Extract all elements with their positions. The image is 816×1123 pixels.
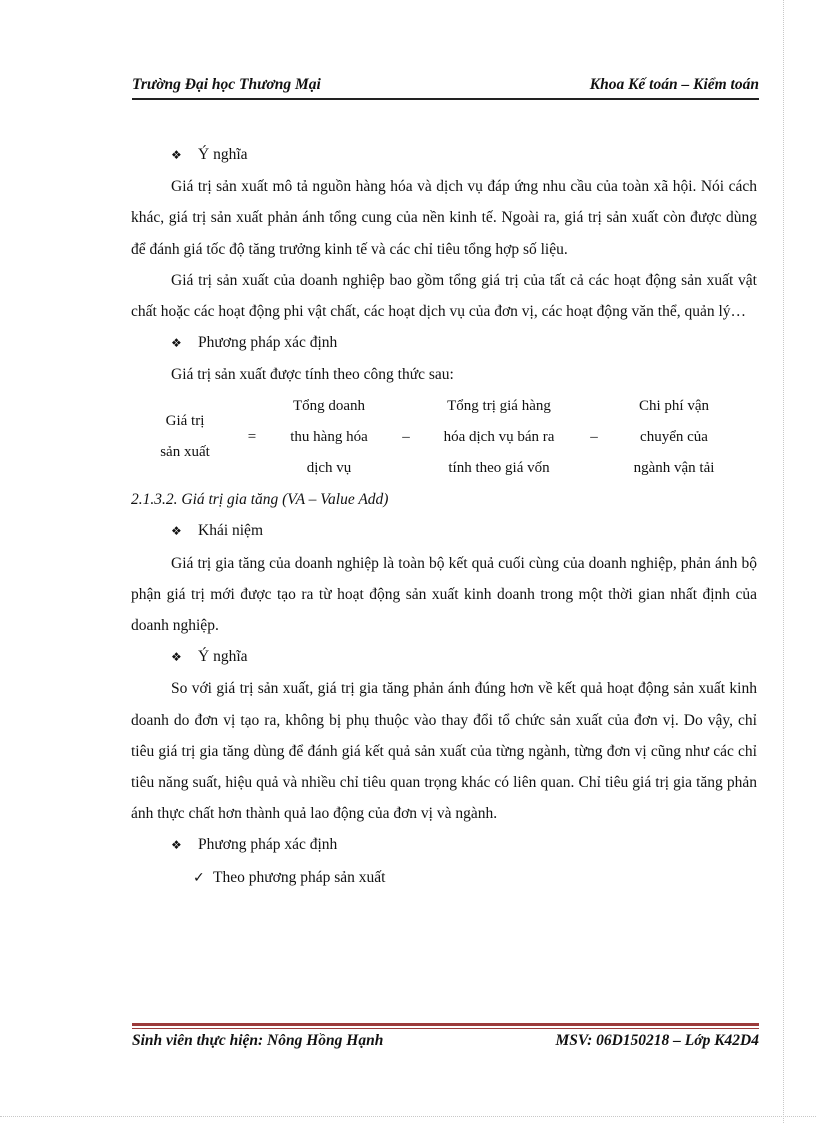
page-edge-guide [0,1116,816,1117]
bullet-label: Ý nghĩa [198,146,248,163]
section-subheading: 2.1.3.2. Giá trị gia tăng (VA – Value Add) [131,491,389,509]
diamond-bullet-icon: ❖ [171,838,182,853]
formula-text: Chi phí vận [639,397,709,414]
page-footer [132,1032,759,1054]
paragraph: Giá trị sản xuất mô tả nguồn hàng hóa và dịch vụ đáp ứng nhu cầu của toàn xã hội. Nói cách khác, giá trị sản xuất phản ánh tổng cung của nền kinh tế. Ngoài ra, giá trị sản xuất còn được dùng để đánh giá tốc độ tăng trưởng kinh tế và các chỉ tiêu tổng hợp số liệu. [131,178,757,258]
formula-intro: Giá trị sản xuất được tính theo công thức sau: [171,366,454,384]
formula-text: Tổng trị giá hàng [447,397,551,414]
bullet-label: Ý nghĩa [198,648,248,666]
diamond-bullet-icon: ❖ [171,336,182,351]
formula-text: tính theo giá vốn [448,460,550,477]
formula-term [609,391,739,485]
bullet-label: Phương pháp xác định [198,836,338,854]
header-rule [132,98,759,100]
diamond-bullet-icon: ❖ [171,524,182,539]
formula-text: dịch vụ [306,460,352,477]
page-edge-guide [783,0,784,1123]
formula-lhs [131,391,239,485]
formula-text: sản xuất [160,444,210,461]
footer-student-id: MSV: 06D150218 – Lớp K42D4 [555,1032,759,1049]
bullet-item [131,139,757,171]
formula-table [131,391,739,485]
check-label: Theo phương pháp sản xuất [213,868,386,886]
minus-sign: – [402,428,410,445]
formula-text: ngành vận tải [633,460,715,477]
formula-text: thu hàng hóa [290,428,368,445]
formula-term [265,391,393,485]
bullet-item [131,829,757,861]
header-school: Trường Đại học Thương Mại [132,76,321,93]
bullet-item [131,327,757,359]
bullet-label: Khái niệm [198,522,263,540]
formula-text: Giá trị [165,413,205,430]
footer-rule [132,1023,759,1026]
formula-text: Tổng doanh [292,397,366,414]
footer-rule [132,1028,759,1029]
equals-sign: = [247,428,257,445]
paragraph: Giá trị gia tăng của doanh nghiệp là toàn bộ kết quả cuối cùng của doanh nghiệp, phản ánh bộ phận giá trị mới được tạo ra từ hoạt động sản xuất kinh doanh trong một thời gian nhất định của doanh nghiệp. [131,554,757,635]
bullet-label: Phương pháp xác định [198,334,338,352]
diamond-bullet-icon: ❖ [171,650,182,665]
formula-text: hóa dịch vụ bán ra [443,428,555,445]
diamond-bullet-icon: ❖ [171,148,182,162]
paragraph: So với giá trị sản xuất, giá trị gia tăng phản ánh đúng hơn về kết quả hoạt động sản xuất kinh doanh do đơn vị tạo ra, không bị phụ thuộc vào thay đổi tổ chức sản xuất của đơn vị. Do vậy, chỉ tiêu giá trị gia tăng dùng để đánh giá kết quả sản xuất của từng ngành, từng đơn vị cũng như các chỉ tiêu năng suất, hiệu quả và nhiều chỉ tiêu quan trọng khác có liên quan. Chỉ tiêu giá trị gia tăng phản ánh thực chất hơn thành quả lao động của đơn vị và ngành. [131,680,757,823]
header-faculty: Khoa Kế toán – Kiểm toán [589,76,759,93]
minus-sign: – [590,428,598,445]
checkmark-icon: ✓ [193,869,205,886]
bullet-item [131,515,757,547]
paragraph: Giá trị sản xuất của doanh nghiệp bao gồm tổng giá trị của tất cả các hoạt động sản xuất vật chất hoặc các hoạt động phi vật chất, các hoạt dịch vụ của đơn vị, các hoạt động văn thể, quản lý… [131,271,757,321]
page-header [132,76,759,98]
check-item [131,862,757,894]
bullet-item [131,641,757,673]
footer-student: Sinh viên thực hiện: Nông Hồng Hạnh [132,1032,384,1049]
document-body [131,139,757,894]
formula-term [419,391,579,485]
formula-text: chuyển của [640,428,708,445]
